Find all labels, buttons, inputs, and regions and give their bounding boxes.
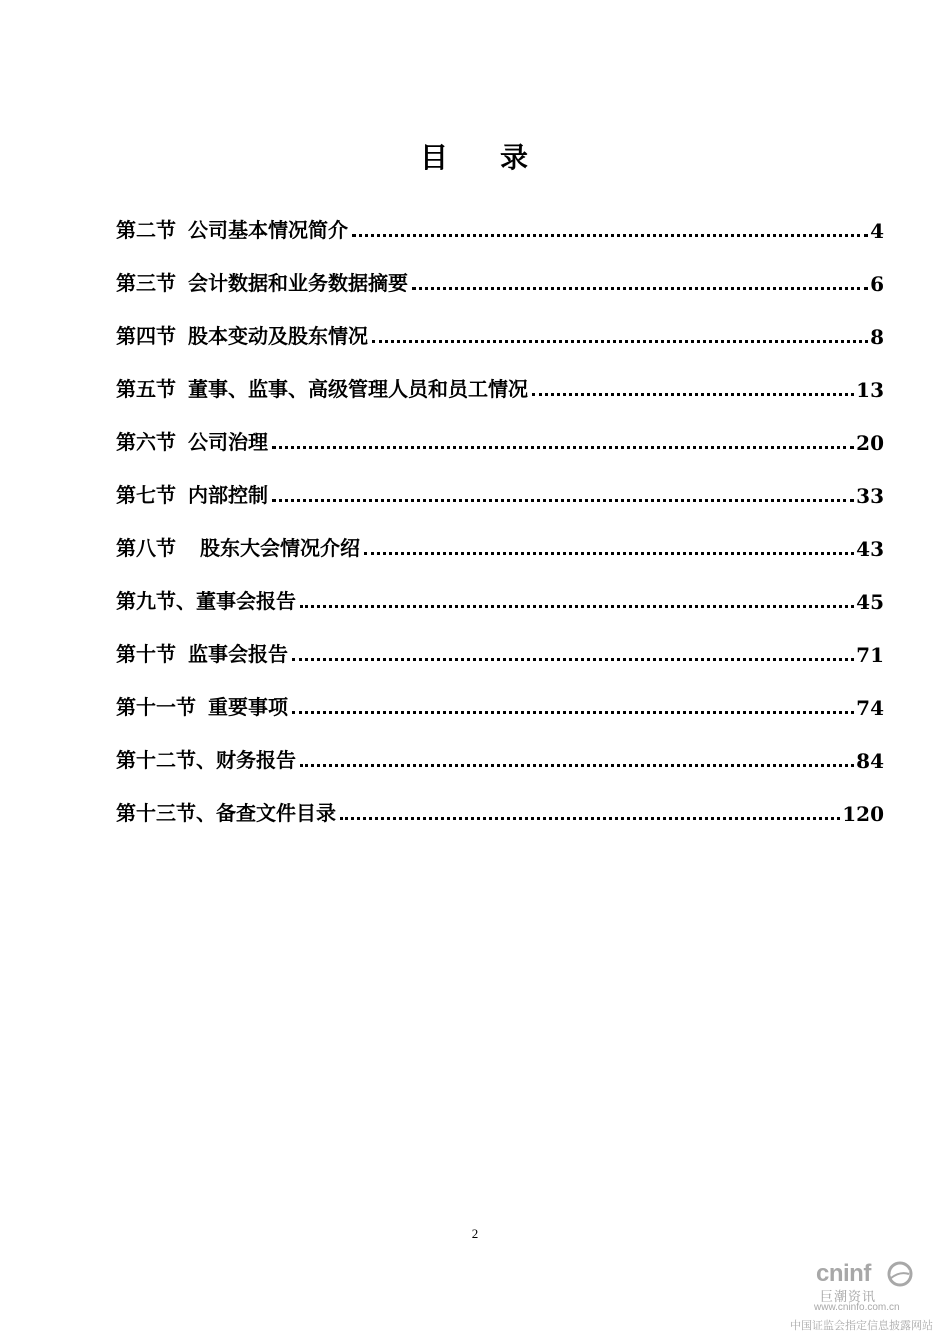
toc-name: 董事、监事、高级管理人员和员工情况 bbox=[188, 377, 528, 401]
toc-name: 重要事项 bbox=[208, 695, 288, 719]
toc-page: 84 bbox=[856, 749, 884, 773]
toc-name: 监事会报告 bbox=[188, 642, 288, 666]
toc-page: 45 bbox=[856, 590, 884, 614]
toc-entry-label bbox=[116, 797, 336, 826]
toc-name: 内部控制 bbox=[188, 483, 268, 507]
toc-leader-dots bbox=[532, 393, 854, 396]
toc-section: 第十一节 bbox=[116, 695, 196, 719]
toc-entry[interactable] bbox=[116, 349, 884, 402]
toc-section: 第八节 bbox=[116, 536, 176, 560]
toc-section: 第五节 bbox=[116, 377, 176, 401]
toc-name: 备查文件目录 bbox=[216, 801, 336, 825]
logo-chinese-name: 巨潮资讯 bbox=[820, 1290, 877, 1305]
toc-entry-label bbox=[116, 479, 268, 508]
toc-leader-dots bbox=[272, 446, 854, 449]
toc-section: 第九节、 bbox=[116, 589, 196, 613]
toc-entry-label bbox=[116, 532, 360, 561]
toc-entry-label bbox=[116, 691, 288, 720]
toc-entry-label bbox=[116, 373, 528, 402]
toc-leader-dots bbox=[272, 499, 854, 502]
page-number: 2 bbox=[471, 1226, 479, 1241]
toc-name: 会计数据和业务数据摘要 bbox=[188, 271, 408, 295]
toc-section: 第四节 bbox=[116, 324, 176, 348]
toc-page: 6 bbox=[870, 272, 884, 296]
toc-leader-dots bbox=[292, 658, 854, 661]
toc-page: 4 bbox=[870, 219, 884, 243]
toc-leader-dots bbox=[292, 711, 854, 714]
toc-entry-label bbox=[116, 320, 368, 349]
toc-entry-label bbox=[116, 744, 296, 773]
toc-entry-label bbox=[116, 638, 288, 667]
toc-entry[interactable] bbox=[116, 243, 884, 296]
toc-leader-dots bbox=[300, 764, 854, 767]
toc-page: 120 bbox=[842, 802, 884, 826]
toc-leader-dots bbox=[340, 817, 840, 820]
toc-entry[interactable] bbox=[116, 296, 884, 349]
toc-entry-label bbox=[116, 585, 296, 614]
toc-entry[interactable] bbox=[116, 508, 884, 561]
toc-page: 13 bbox=[856, 378, 884, 402]
toc-section: 第十二节、 bbox=[116, 748, 216, 772]
logo-url: www.cninfo.com.cn bbox=[814, 1302, 900, 1313]
toc-leader-dots bbox=[412, 287, 868, 290]
table-of-contents bbox=[116, 190, 884, 826]
toc-title-char-2: 录 bbox=[500, 141, 531, 174]
toc-page: 71 bbox=[856, 643, 884, 667]
toc-name: 股本变动及股东情况 bbox=[188, 324, 368, 348]
toc-entry[interactable] bbox=[116, 720, 884, 773]
toc-entry[interactable] bbox=[116, 402, 884, 455]
cninfo-watermark-logo bbox=[790, 1260, 945, 1340]
toc-entry[interactable] bbox=[116, 561, 884, 614]
toc-entry[interactable] bbox=[116, 455, 884, 508]
toc-leader-dots bbox=[300, 605, 854, 608]
toc-name: 董事会报告 bbox=[196, 589, 296, 613]
toc-name: 财务报告 bbox=[216, 748, 296, 772]
swirl-logo-icon bbox=[886, 1260, 914, 1288]
toc-entry[interactable] bbox=[116, 773, 884, 826]
toc-section: 第二节 bbox=[116, 218, 176, 242]
toc-name: 公司治理 bbox=[188, 430, 268, 454]
toc-section: 第十节 bbox=[116, 642, 176, 666]
toc-name: 股东大会情况介绍 bbox=[200, 536, 360, 560]
toc-entry-label bbox=[116, 267, 408, 296]
logo-tagline: 中国证监会指定信息披露网站 bbox=[790, 1319, 933, 1332]
toc-entry[interactable] bbox=[116, 667, 884, 720]
toc-section: 第七节 bbox=[116, 483, 176, 507]
toc-page: 43 bbox=[856, 537, 884, 561]
toc-entry-label bbox=[116, 426, 268, 455]
toc-page: 33 bbox=[856, 484, 884, 508]
toc-entry[interactable] bbox=[116, 614, 884, 667]
toc-page: 74 bbox=[856, 696, 884, 720]
toc-page: 8 bbox=[870, 325, 884, 349]
logo-brand: cninf bbox=[816, 1260, 871, 1287]
toc-name: 公司基本情况简介 bbox=[188, 218, 348, 242]
toc-entry-label bbox=[116, 214, 348, 243]
toc-leader-dots bbox=[364, 552, 854, 555]
toc-title-char-1: 目 bbox=[419, 141, 450, 174]
toc-section: 第六节 bbox=[116, 430, 176, 454]
toc-section: 第三节 bbox=[116, 271, 176, 295]
toc-entry[interactable] bbox=[116, 190, 884, 243]
toc-section: 第十三节、 bbox=[116, 801, 216, 825]
toc-title bbox=[0, 136, 950, 176]
toc-leader-dots bbox=[352, 234, 868, 237]
toc-page: 20 bbox=[856, 431, 884, 455]
toc-leader-dots bbox=[372, 340, 868, 343]
